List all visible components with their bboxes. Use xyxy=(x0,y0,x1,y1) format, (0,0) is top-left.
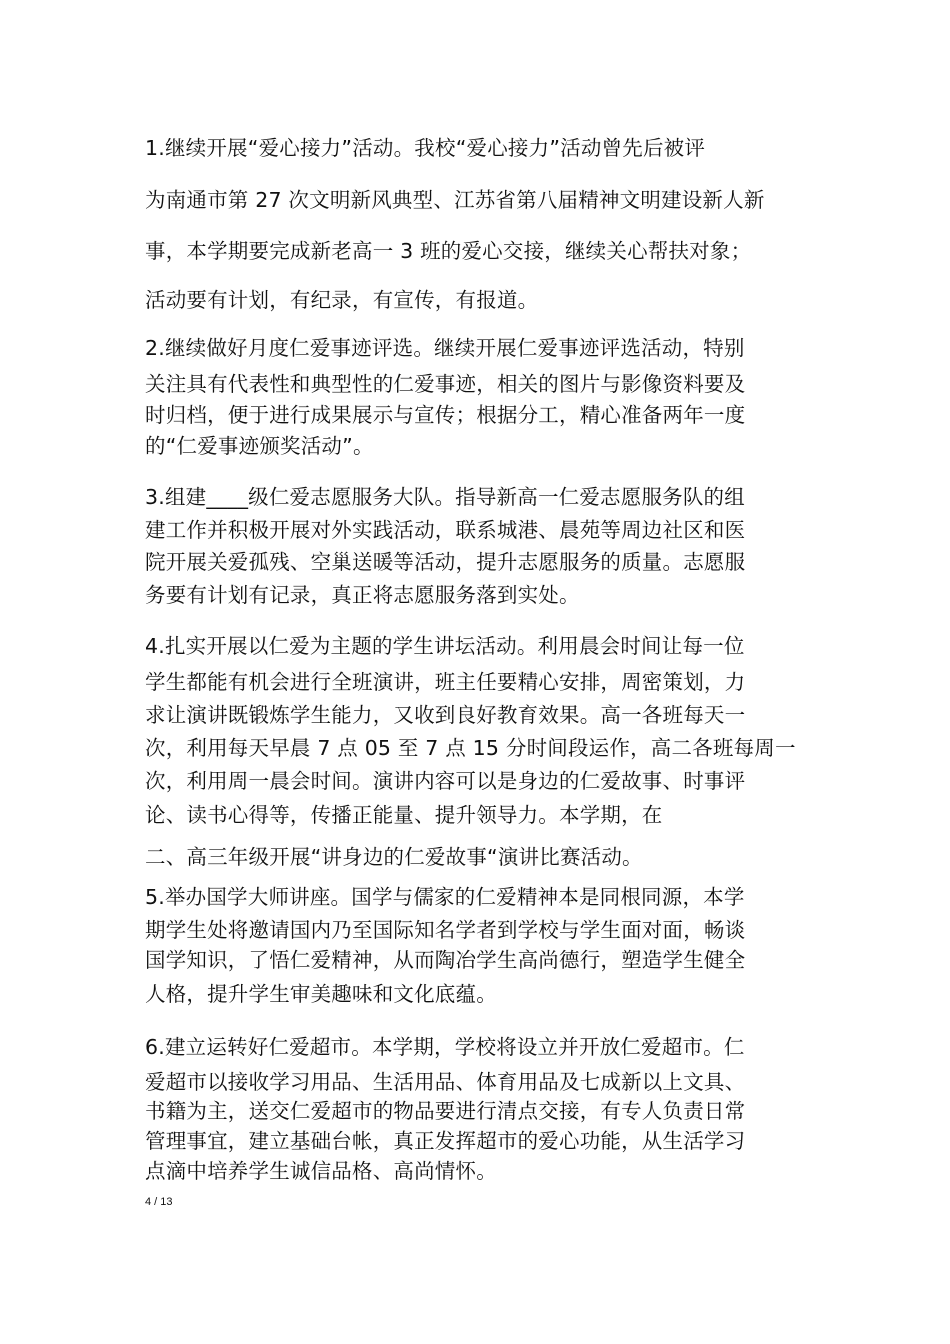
paragraph-4-line-6: 论、读书心得等，传播正能量、提升领导力。本学期，在 xyxy=(145,803,663,827)
paragraph-5-line-4: 人格，提升学生审美趣味和文化底蕴。 xyxy=(145,982,497,1006)
paragraph-6-line-4: 管理事宜，建立基础台帐，真正发挥超市的爱心功能，从生活学习 xyxy=(145,1129,746,1153)
paragraph-4-line-7: 二、高三年级开展“讲身边的仁爱故事“演讲比赛活动。 xyxy=(145,845,643,869)
paragraph-3-line-1: 3.组建____级仁爱志愿服务大队。指导新高一仁爱志愿服务队的组 xyxy=(145,485,745,509)
paragraph-6-line-5: 点滴中培养学生诚信品格、高尚情怀。 xyxy=(145,1159,497,1183)
page-number: 4 / 13 xyxy=(145,1196,173,1208)
paragraph-4-line-5: 次，利用周一晨会时间。演讲内容可以是身边的仁爱故事、时事评 xyxy=(145,769,746,793)
paragraph-2-line-3: 时归档，便于进行成果展示与宣传；根据分工，精心准备两年一度 xyxy=(145,403,746,427)
paragraph-5-line-1: 5.举办国学大师讲座。国学与儒家的仁爱精神本是同根同源，本学 xyxy=(145,885,745,909)
paragraph-6-line-1: 6.建立运转好仁爱超市。本学期，学校将设立并开放仁爱超市。仁 xyxy=(145,1035,745,1059)
paragraph-6-line-2: 爱超市以接收学习用品、生活用品、体育用品及七成新以上文具、 xyxy=(145,1070,746,1094)
paragraph-1-line-1: 1.继续开展“爱心接力”活动。我校“爱心接力”活动曾先后被评 xyxy=(145,136,706,160)
paragraph-4-line-3: 求让演讲既锻炼学生能力，又收到良好教育效果。高一各班每天一 xyxy=(145,703,746,727)
paragraph-2-line-4: 的“仁爱事迹颁奖活动”。 xyxy=(145,434,374,458)
paragraph-3-line-2: 建工作并积极开展对外实践活动，联系城港、晨苑等周边社区和医 xyxy=(145,518,746,542)
paragraph-5-line-2: 期学生处将邀请国内乃至国际知名学者到学校与学生面对面，畅谈 xyxy=(145,918,746,942)
paragraph-6-line-3: 书籍为主，送交仁爱超市的物品要进行清点交接，有专人负责日常 xyxy=(145,1099,746,1123)
paragraph-3-line-3: 院开展关爱孤残、空巢送暖等活动，提升志愿服务的质量。志愿服 xyxy=(145,550,746,574)
paragraph-1-line-4: 活动要有计划，有纪录，有宣传，有报道。 xyxy=(145,288,539,312)
paragraph-1-line-2: 为南通市第 27 次文明新风典型、江苏省第八届精神文明建设新人新 xyxy=(145,188,765,212)
paragraph-4-line-2: 学生都能有机会进行全班演讲，班主任要精心安排，周密策划，力 xyxy=(145,670,746,694)
paragraph-4-line-4: 次，利用每天早晨 7 点 05 至 7 点 15 分时间段运作，高二各班每周一 xyxy=(145,736,796,760)
paragraph-2-line-1: 2.继续做好月度仁爱事迹评选。继续开展仁爱事迹评选活动，特别 xyxy=(145,336,745,360)
paragraph-4-line-1: 4.扎实开展以仁爱为主题的学生讲坛活动。利用晨会时间让每一位 xyxy=(145,634,745,658)
paragraph-2-line-2: 关注具有代表性和典型性的仁爱事迹，相关的图片与影像资料要及 xyxy=(145,372,746,396)
paragraph-1-line-3: 事，本学期要完成新老高一 3 班的爱心交接，继续关心帮扶对象； xyxy=(145,239,752,263)
paragraph-5-line-3: 国学知识，了悟仁爱精神，从而陶冶学生高尚德行，塑造学生健全 xyxy=(145,948,746,972)
paragraph-3-line-4: 务要有计划有记录，真正将志愿服务落到实处。 xyxy=(145,583,580,607)
